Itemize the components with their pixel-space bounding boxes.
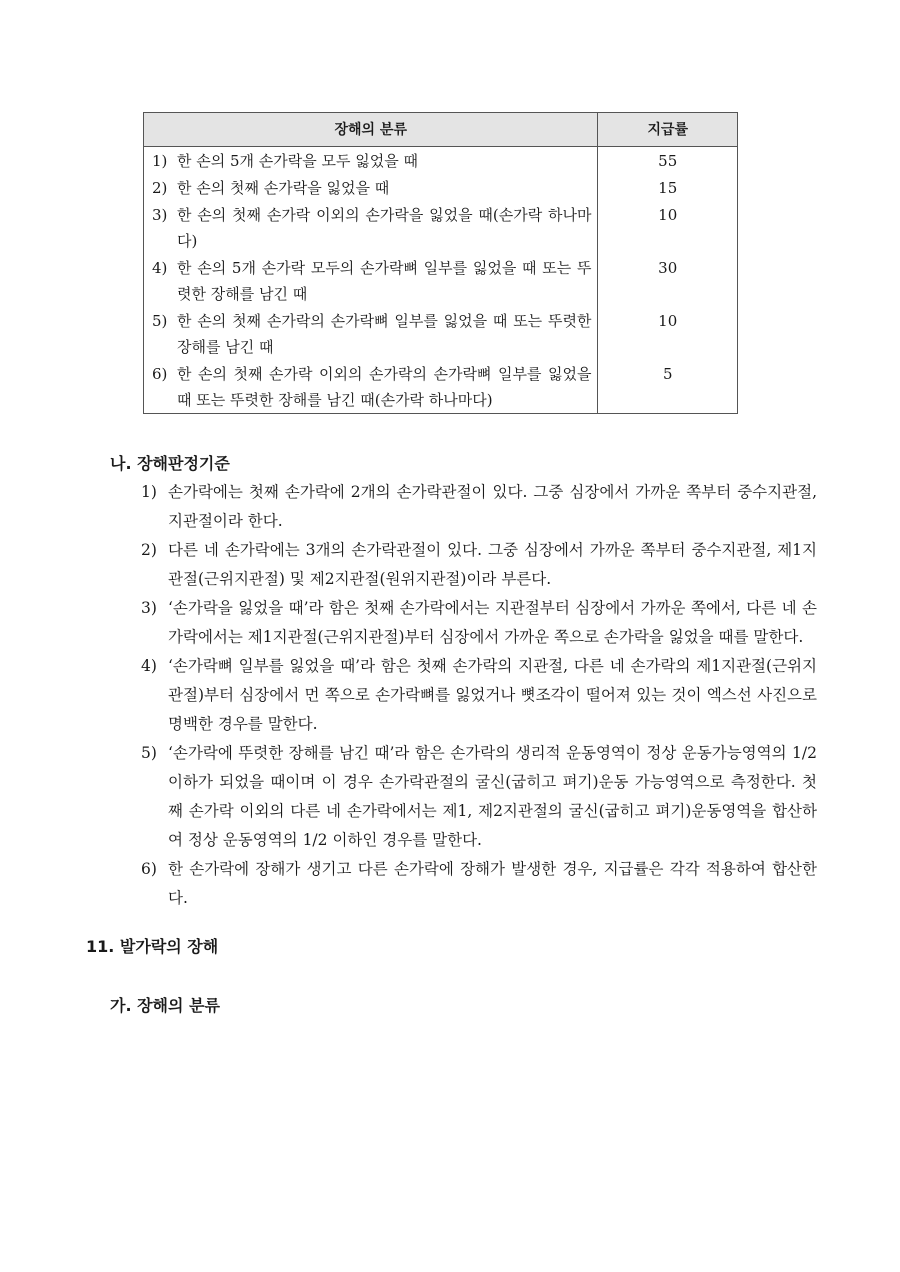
list-item <box>141 536 817 594</box>
item-number: 3) <box>141 599 157 617</box>
row-number: 2) <box>152 179 168 197</box>
item-number: 6) <box>141 860 157 878</box>
table-row <box>144 174 738 201</box>
row-description: 한 손의 첫째 손가락 이외의 손가락을 잃었을 때(손가락 하나마다) <box>177 206 592 250</box>
header-rate: 지급률 <box>598 113 738 147</box>
row-number: 1) <box>152 152 168 170</box>
row-description: 한 손의 5개 손가락 모두의 손가락뼈 일부를 잃었을 때 또는 뚜렷한 장해를 남긴 때 <box>177 259 592 303</box>
table-header-row <box>144 113 738 147</box>
row-description: 한 손의 5개 손가락을 모두 잃었을 때 <box>177 152 419 170</box>
item-number: 2) <box>141 541 157 559</box>
section-heading-toes: 11. 발가락의 장해 <box>86 937 219 956</box>
table-row <box>144 254 738 307</box>
item-text: 손가락에는 첫째 손가락에 2개의 손가락관절이 있다. 그중 심장에서 가까운 쪽부터 중수지관절, 지관절이라 한다. <box>168 483 817 530</box>
row-rate: 10 <box>598 201 738 254</box>
row-number: 5) <box>152 312 168 330</box>
row-rate: 15 <box>598 174 738 201</box>
list-item <box>141 739 817 855</box>
section-heading-criteria: 나. 장해판정기준 <box>110 454 230 473</box>
criteria-list <box>141 478 817 913</box>
item-number: 1) <box>141 483 157 501</box>
row-description: 한 손의 첫째 손가락을 잃었을 때 <box>177 179 390 197</box>
subsection-heading-classification: 가. 장해의 분류 <box>110 996 220 1015</box>
disability-rate-table <box>143 112 738 414</box>
row-number: 6) <box>152 365 168 383</box>
row-rate: 5 <box>598 360 738 414</box>
row-number: 3) <box>152 206 168 224</box>
item-text: ‘손가락에 뚜렷한 장해를 남긴 때’라 함은 손가락의 생리적 운동영역이 정상 운동가능영역의 1/2 이하가 되었을 때이며 이 경우 손가락관절의 굴신(굽히고 펴기)운동 가능영역으로 측정한다. 첫째 손가락 이외의 다른 네 손가락에서는 제1, 제2지관절의 굴신(굽히고 펴기)운동영역을 합산하여 정상 운동영역의 1/2 이하인 경우를 말한다. <box>168 744 817 849</box>
item-number: 5) <box>141 744 157 762</box>
row-rate: 30 <box>598 254 738 307</box>
item-text: 다른 네 손가락에는 3개의 손가락관절이 있다. 그중 심장에서 가까운 쪽부터 중수지관절, 제1지관절(근위지관절) 및 제2지관절(원위지관절)이라 부른다. <box>168 541 817 588</box>
row-number: 4) <box>152 259 168 277</box>
item-text: ‘손가락뼈 일부를 잃었을 때’라 함은 첫째 손가락의 지관절, 다른 네 손가락의 제1지관절(근위지관절)부터 심장에서 먼 쪽으로 손가락뼈를 잃었거나 뼛조각이 떨어져 있는 것이 엑스선 사진으로 명백한 경우를 말한다. <box>168 657 817 733</box>
item-text: ‘손가락을 잃었을 때’라 함은 첫째 손가락에서는 지관절부터 심장에서 가까운 쪽에서, 다른 네 손가락에서는 제1지관절(근위지관절)부터 심장에서 가까운 쪽으로 손가락을 잃었을 때를 말한다. <box>168 599 817 646</box>
row-description: 한 손의 첫째 손가락 이외의 손가락의 손가락뼈 일부를 잃었을 때 또는 뚜렷한 장해를 남긴 때(손가락 하나마다) <box>177 365 592 409</box>
header-category: 장해의 분류 <box>144 113 598 147</box>
table-row <box>144 307 738 360</box>
table-row <box>144 201 738 254</box>
row-description: 한 손의 첫째 손가락의 손가락뼈 일부를 잃었을 때 또는 뚜렷한 장해를 남긴 때 <box>177 312 592 356</box>
list-item <box>141 478 817 536</box>
table-row <box>144 147 738 175</box>
row-rate: 55 <box>598 147 738 175</box>
table-row <box>144 360 738 414</box>
list-item <box>141 652 817 739</box>
list-item <box>141 855 817 913</box>
item-number: 4) <box>141 657 157 675</box>
list-item <box>141 594 817 652</box>
item-text: 한 손가락에 장해가 생기고 다른 손가락에 장해가 발생한 경우, 지급률은 각각 적용하여 합산한다. <box>168 860 817 907</box>
row-rate: 10 <box>598 307 738 360</box>
